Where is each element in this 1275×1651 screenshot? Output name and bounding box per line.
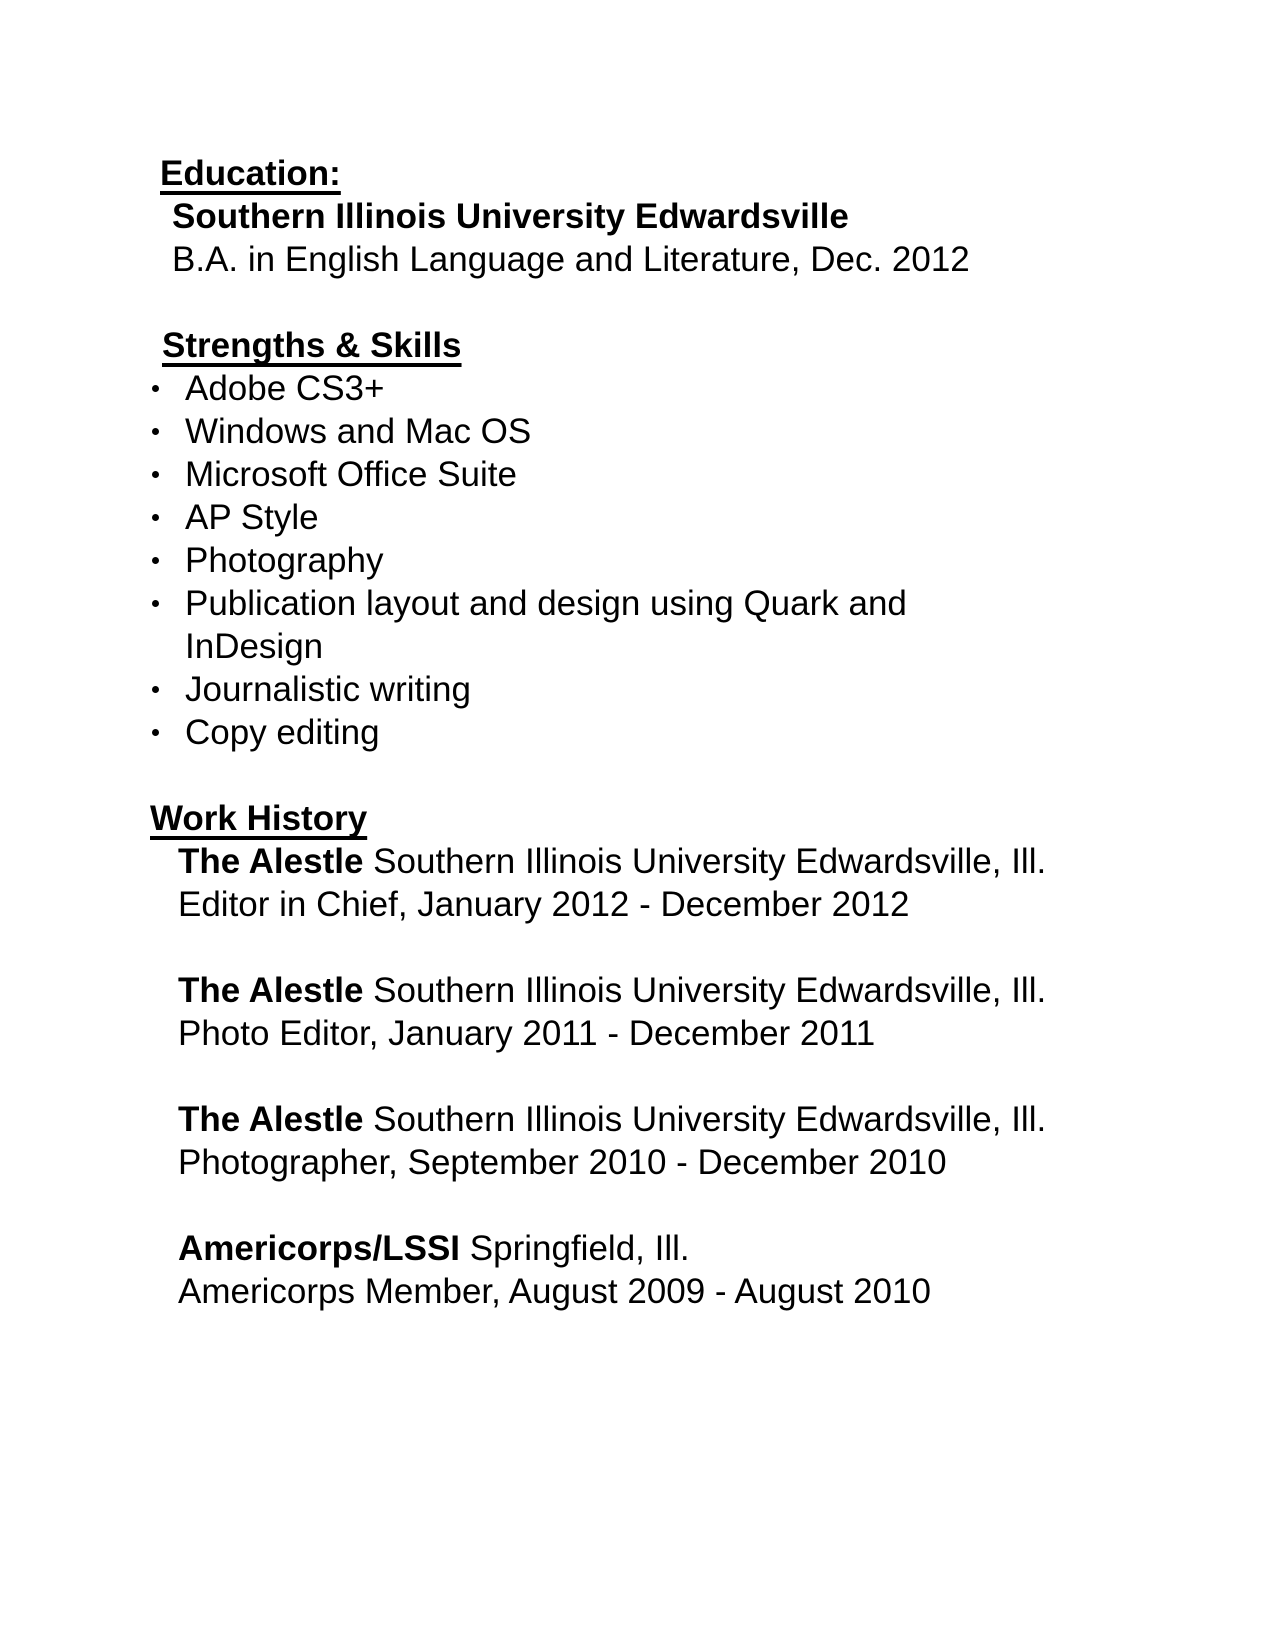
work-entry xyxy=(178,1098,1215,1184)
skills-heading: Strengths & Skills xyxy=(162,326,462,365)
skill-item: Photography xyxy=(185,539,975,582)
work-entry-header xyxy=(178,969,1215,1012)
work-entries xyxy=(150,840,1215,1313)
work-entry-header xyxy=(178,840,1215,883)
skills-section xyxy=(150,324,1215,754)
work-entry-position: Americorps Member, August 2009 - August 2010 xyxy=(178,1272,931,1311)
education-degree: B.A. in English Language and Literature, Dec. 2012 xyxy=(172,240,970,279)
education-school: Southern Illinois University Edwardsville xyxy=(172,197,849,236)
work-history-section xyxy=(150,797,1215,1313)
work-entry-organization: The Alestle xyxy=(178,971,364,1010)
skill-item: Copy editing xyxy=(185,711,975,754)
skill-item: Publication layout and design using Quark and InDesign xyxy=(185,582,975,668)
skill-item: Microsoft Office Suite xyxy=(185,453,975,496)
education-heading: Education: xyxy=(160,154,341,193)
work-entry-header xyxy=(178,1098,1215,1141)
work-entry-organization: The Alestle xyxy=(178,1100,364,1139)
work-entry-location: Southern Illinois University Edwardsville, Ill. xyxy=(373,842,1047,881)
work-entry-location: Southern Illinois University Edwardsville, Ill. xyxy=(373,1100,1047,1139)
education-section xyxy=(150,152,1215,281)
work-entry-organization: Americorps/LSSI xyxy=(178,1229,461,1268)
work-entry-location: Southern Illinois University Edwardsville, Ill. xyxy=(373,971,1047,1010)
work-entry-organization: The Alestle xyxy=(178,842,364,881)
skill-item: Journalistic writing xyxy=(185,668,975,711)
skills-list xyxy=(185,367,1215,754)
work-entry xyxy=(178,1227,1215,1313)
work-entry xyxy=(178,969,1215,1055)
work-entry xyxy=(178,840,1215,926)
skill-item: Windows and Mac OS xyxy=(185,410,975,453)
work-entry-position: Photographer, September 2010 - December 2010 xyxy=(178,1143,947,1182)
work-entry-location: Springfield, Ill. xyxy=(469,1229,690,1268)
skill-item: Adobe CS3+ xyxy=(185,367,975,410)
work-entry-position: Photo Editor, January 2011 - December 2011 xyxy=(178,1014,876,1053)
work-entry-header xyxy=(178,1227,1215,1270)
work-entry-position: Editor in Chief, January 2012 - December 2012 xyxy=(178,885,910,924)
skill-item: AP Style xyxy=(185,496,975,539)
work-history-heading: Work History xyxy=(150,799,368,838)
